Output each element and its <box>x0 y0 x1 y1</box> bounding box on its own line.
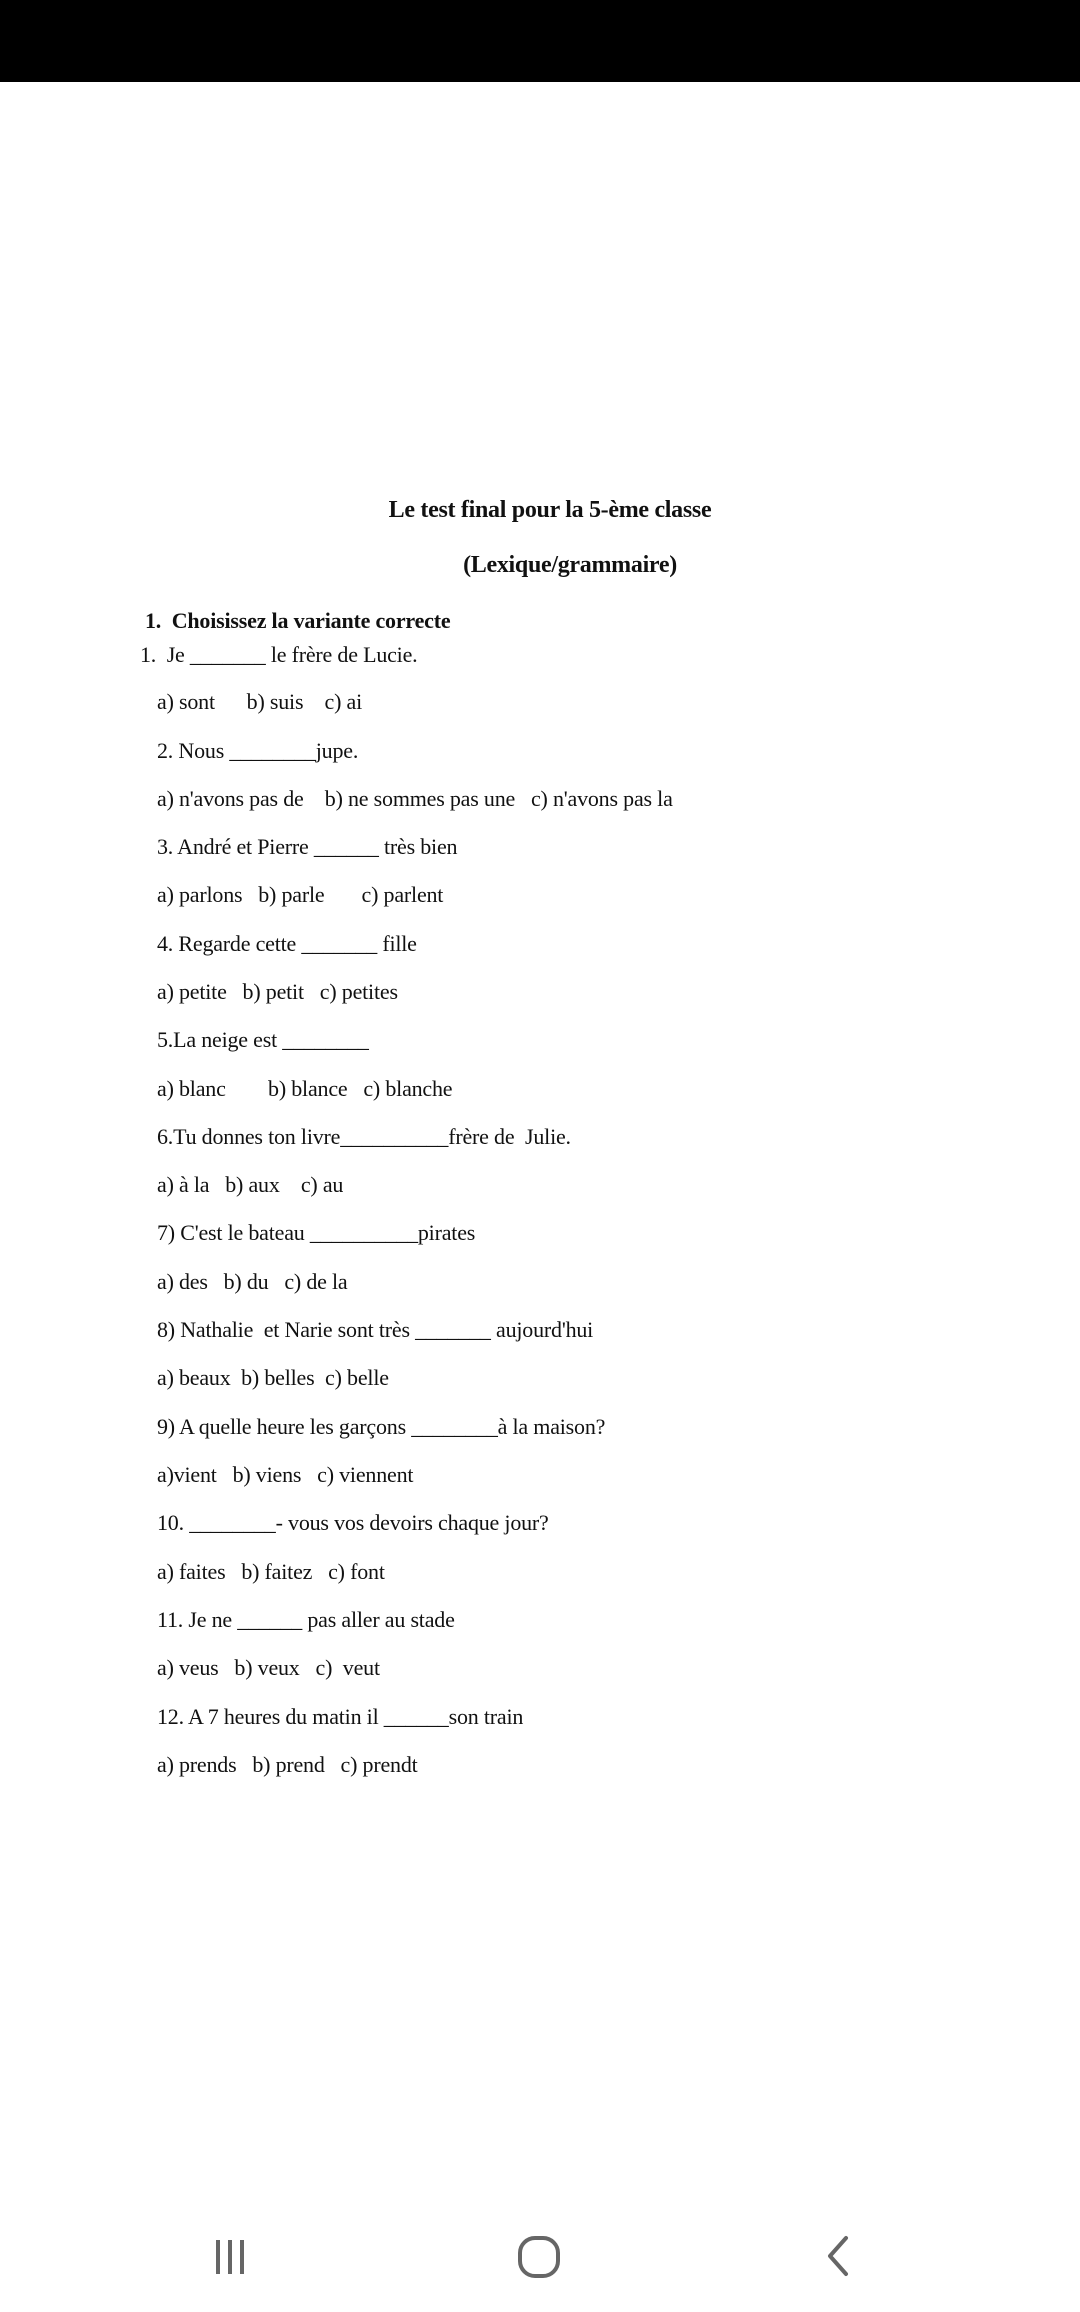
document-title: Le test final pour la 5-ème classe <box>388 497 712 523</box>
answer-line: a)vient b) viens c) viennent <box>157 1462 414 1487</box>
answer-line: a) faites b) faitez c) font <box>157 1559 385 1584</box>
answer-line: a) prends b) prend c) prendt <box>157 1752 418 1777</box>
document-subtitle: (Lexique/grammaire) <box>463 552 677 578</box>
section-heading: 1. Choisissez la variante correcte <box>145 608 451 633</box>
navigation-bar <box>0 2182 1080 2312</box>
question-line: 6.Tu donnes ton livre__________frère de Julie. <box>157 1124 571 1149</box>
question-line: 7) C'est le bateau __________pirates <box>157 1220 476 1245</box>
answer-line: a) blanc b) blance c) blanche <box>157 1076 453 1101</box>
answer-line: a) sont b) suis c) ai <box>157 689 362 714</box>
answer-line: a) à la b) aux c) au <box>157 1172 344 1197</box>
question-line: 5.La neige est ________ <box>157 1027 369 1052</box>
answer-line: a) veus b) veux c) veut <box>157 1655 380 1680</box>
status-bar <box>0 0 1080 82</box>
home-button[interactable] <box>500 2216 580 2296</box>
back-icon <box>800 2216 880 2296</box>
answer-line: a) parlons b) parle c) parlent <box>157 882 444 907</box>
document-page <box>0 82 1080 2182</box>
question-line: 4. Regarde cette _______ fille <box>157 931 417 956</box>
recent-apps-icon <box>190 2216 270 2296</box>
question-line: 1. Je _______ le frère de Lucie. <box>140 642 418 667</box>
question-line: 12. A 7 heures du matin il ______son train <box>157 1704 524 1729</box>
question-line: 8) Nathalie et Narie sont très _______ aujourd'hui <box>157 1317 594 1342</box>
back-button[interactable] <box>800 2216 880 2296</box>
question-line: 9) A quelle heure les garçons ________à la maison? <box>157 1414 606 1439</box>
question-line: 2. Nous ________jupe. <box>157 738 359 763</box>
question-line: 3. André et Pierre ______ très bien <box>157 834 458 859</box>
answer-line: a) des b) du c) de la <box>157 1269 348 1294</box>
answer-line: a) petite b) petit c) petites <box>157 979 398 1004</box>
question-line: 10. ________- vous vos devoirs chaque jour? <box>157 1510 549 1535</box>
question-line: 11. Je ne ______ pas aller au stade <box>157 1607 455 1632</box>
recent-apps-button[interactable] <box>190 2216 270 2296</box>
answer-line: a) n'avons pas de b) ne sommes pas une c) n'avons pas la <box>157 786 673 811</box>
answer-line: a) beaux b) belles c) belle <box>157 1365 389 1390</box>
home-icon <box>500 2216 580 2296</box>
